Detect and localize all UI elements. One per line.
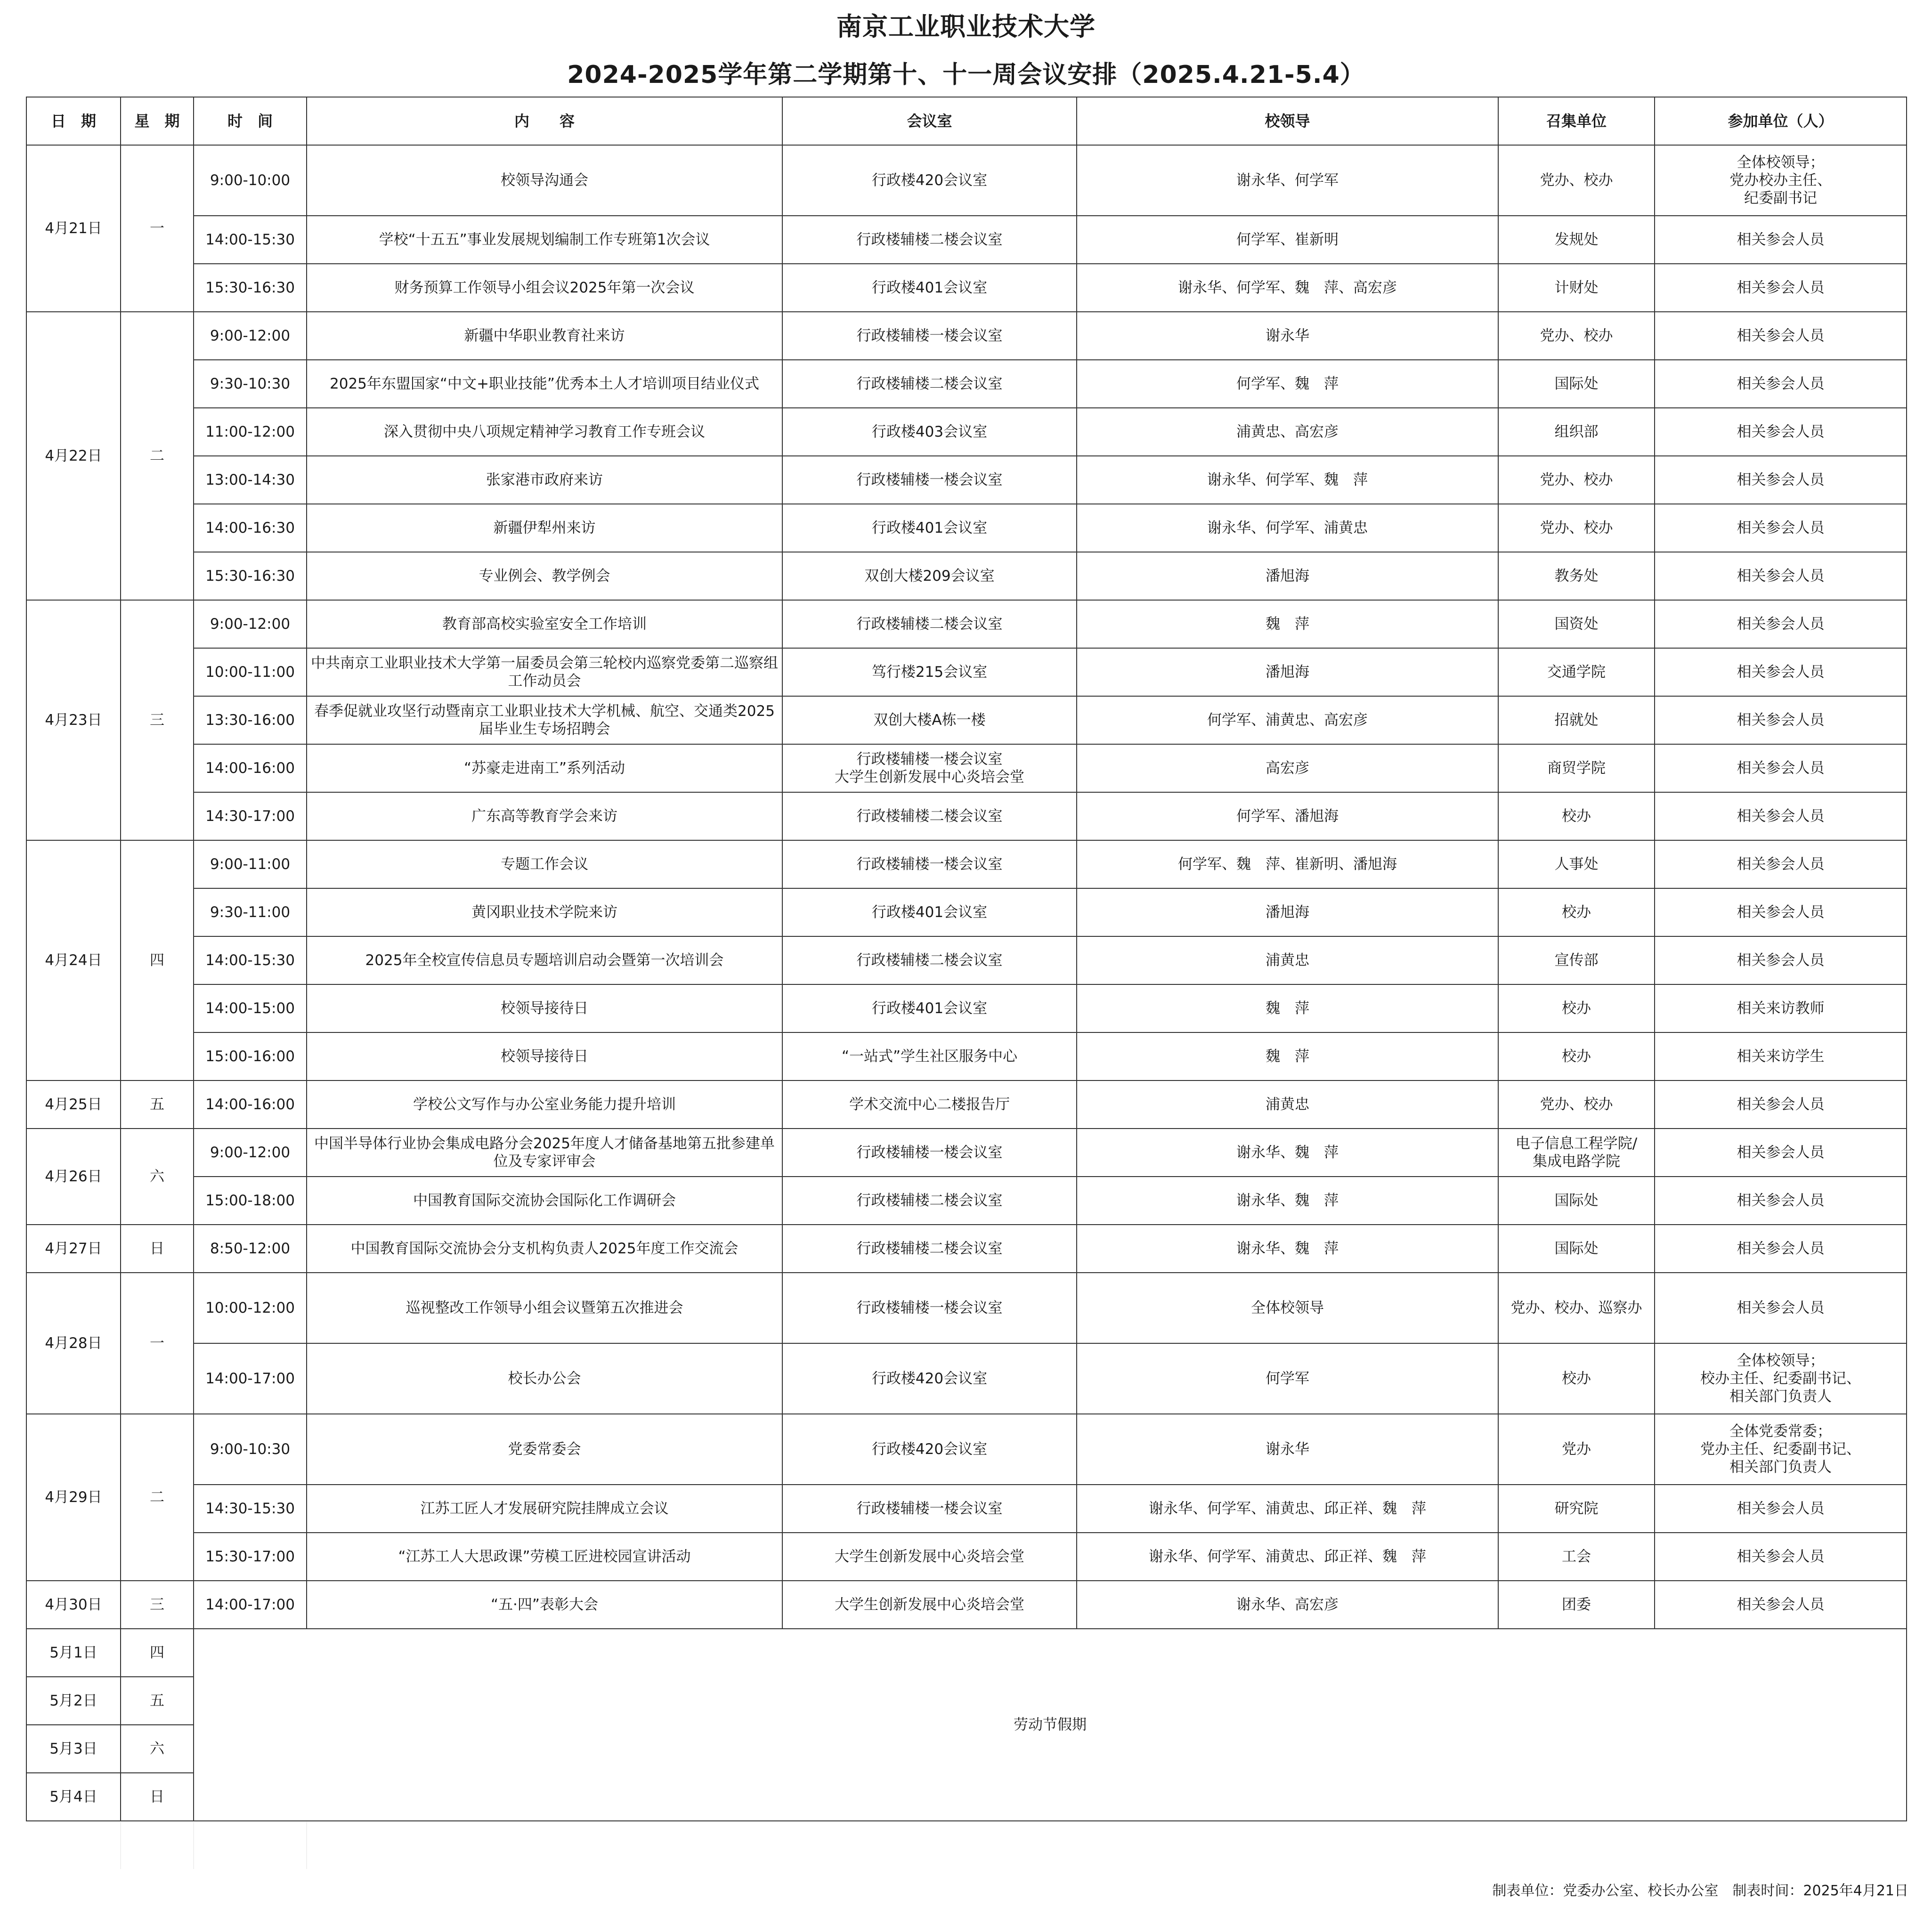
meeting-leaders: 谢永华、高宏彦 — [1077, 1581, 1498, 1629]
meeting-time: 9:30-10:30 — [194, 360, 307, 408]
meeting-content: “五·四”表彰大会 — [307, 1581, 782, 1629]
table-row — [26, 1414, 1907, 1485]
holiday-cell: 劳动节假期 — [194, 1629, 1907, 1821]
col-header-attendees: 参加单位（人） — [1655, 97, 1907, 145]
grid-line — [120, 1822, 121, 1869]
meeting-time: 15:30-16:30 — [194, 264, 307, 312]
meeting-room: 学术交流中心二楼报告厅 — [782, 1080, 1077, 1129]
date-cell: 4月23日 — [26, 600, 121, 840]
meeting-convener: 党办、校办、巡察办 — [1498, 1273, 1655, 1343]
table-row — [26, 744, 1907, 792]
table-row — [26, 312, 1907, 360]
table-row — [26, 1080, 1907, 1129]
meeting-attendees: 相关参会人员 — [1655, 1581, 1907, 1629]
meeting-room: 行政楼辅楼一楼会议室 — [782, 840, 1077, 888]
meeting-leaders: 浦黄忠 — [1077, 936, 1498, 984]
meeting-time: 14:30-15:30 — [194, 1485, 307, 1533]
meeting-content: 江苏工匠人才发展研究院挂牌成立会议 — [307, 1485, 782, 1533]
date-cell: 4月24日 — [26, 840, 121, 1080]
meeting-leaders: 谢永华、魏 萍 — [1077, 1177, 1498, 1225]
meeting-convener: 宣传部 — [1498, 936, 1655, 984]
meeting-content: 广东高等教育学会来访 — [307, 792, 782, 840]
meeting-content: “苏豪走进南工”系列活动 — [307, 744, 782, 792]
meeting-room: 行政楼辅楼二楼会议室 — [782, 1225, 1077, 1273]
meeting-attendees: 相关参会人员 — [1655, 504, 1907, 552]
meeting-leaders: 浦黄忠 — [1077, 1080, 1498, 1129]
meeting-content: 党委常委会 — [307, 1414, 782, 1485]
date-cell: 4月27日 — [26, 1225, 121, 1273]
meeting-time: 10:00-12:00 — [194, 1273, 307, 1343]
meeting-room: 行政楼辅楼二楼会议室 — [782, 600, 1077, 648]
meeting-time: 15:00-16:00 — [194, 1032, 307, 1080]
meeting-room: 行政楼420会议室 — [782, 1414, 1077, 1485]
col-header-weekday: 星 期 — [121, 97, 194, 145]
meeting-content: 2025年全校宣传信息员专题培训启动会暨第一次培训会 — [307, 936, 782, 984]
table-row — [26, 216, 1907, 264]
date-cell: 4月29日 — [26, 1414, 121, 1581]
meeting-content: 中国半导体行业协会集成电路分会2025年度人才储备基地第五批参建单位及专家评审会 — [307, 1129, 782, 1177]
meeting-attendees: 相关参会人员 — [1655, 888, 1907, 936]
footer-note: 制表单位：党委办公室、校长办公室 制表时间：2025年4月21日 — [1492, 1883, 1908, 1899]
meeting-time: 14:00-17:00 — [194, 1343, 307, 1414]
meeting-content: 校领导接待日 — [307, 984, 782, 1032]
meeting-content: 中共南京工业职业技术大学第一届委员会第三轮校内巡察党委第二巡察组工作动员会 — [307, 648, 782, 696]
meeting-convener: 校办 — [1498, 1343, 1655, 1414]
meeting-leaders: 何学军、潘旭海 — [1077, 792, 1498, 840]
meeting-time: 8:50-12:00 — [194, 1225, 307, 1273]
table-row — [26, 792, 1907, 840]
meeting-content: 中国教育国际交流协会分支机构负责人2025年度工作交流会 — [307, 1225, 782, 1273]
table-row — [26, 1581, 1907, 1629]
meeting-convener: 教务处 — [1498, 552, 1655, 600]
meeting-time: 15:00-18:00 — [194, 1177, 307, 1225]
meeting-time: 13:00-14:30 — [194, 456, 307, 504]
meeting-attendees: 相关参会人员 — [1655, 312, 1907, 360]
meeting-leaders: 浦黄忠、高宏彦 — [1077, 408, 1498, 456]
meeting-content: 学校“十五五”事业发展规划编制工作专班第1次会议 — [307, 216, 782, 264]
date-cell: 4月21日 — [26, 145, 121, 312]
date-cell: 4月26日 — [26, 1129, 121, 1225]
meeting-schedule-table — [26, 97, 1907, 1821]
weekday-cell: 五 — [121, 1080, 194, 1129]
meeting-room: 笃行楼215会议室 — [782, 648, 1077, 696]
meeting-attendees: 相关参会人员 — [1655, 456, 1907, 504]
meeting-time: 15:30-16:30 — [194, 552, 307, 600]
meeting-room: 行政楼辅楼一楼会议室 — [782, 456, 1077, 504]
date-cell: 5月2日 — [26, 1677, 121, 1725]
table-row — [26, 936, 1907, 984]
meeting-time: 14:30-17:00 — [194, 792, 307, 840]
meeting-room: 行政楼420会议室 — [782, 1343, 1077, 1414]
meeting-convener: 发规处 — [1498, 216, 1655, 264]
col-header-time: 时 间 — [194, 97, 307, 145]
meeting-room: 行政楼辅楼二楼会议室 — [782, 792, 1077, 840]
meeting-attendees: 全体校领导； 校办主任、纪委副书记、 相关部门负责人 — [1655, 1343, 1907, 1414]
meeting-content: 深入贯彻中央八项规定精神学习教育工作专班会议 — [307, 408, 782, 456]
table-row — [26, 1533, 1907, 1581]
meeting-room: 行政楼辅楼一楼会议室 — [782, 1485, 1077, 1533]
meeting-leaders: 高宏彦 — [1077, 744, 1498, 792]
meeting-content: 黄冈职业技术学院来访 — [307, 888, 782, 936]
meeting-attendees: 相关参会人员 — [1655, 360, 1907, 408]
date-cell: 5月1日 — [26, 1629, 121, 1677]
table-body — [26, 145, 1907, 1821]
table-row — [26, 264, 1907, 312]
meeting-convener: 党办、校办 — [1498, 312, 1655, 360]
meeting-content: 校长办公会 — [307, 1343, 782, 1414]
table-row — [26, 456, 1907, 504]
table-row — [26, 1485, 1907, 1533]
meeting-convener: 国际处 — [1498, 1225, 1655, 1273]
weekday-cell: 二 — [121, 1414, 194, 1581]
table-row — [26, 696, 1907, 744]
meeting-room: 行政楼401会议室 — [782, 264, 1077, 312]
table-row — [26, 1177, 1907, 1225]
meeting-time: 9:00-11:00 — [194, 840, 307, 888]
meeting-convener: 团委 — [1498, 1581, 1655, 1629]
meeting-attendees: 相关来访学生 — [1655, 1032, 1907, 1080]
meeting-time: 9:00-12:00 — [194, 312, 307, 360]
weekday-cell: 六 — [121, 1725, 194, 1773]
meeting-attendees: 相关参会人员 — [1655, 792, 1907, 840]
meeting-content: 春季促就业攻坚行动暨南京工业职业技术大学机械、航空、交通类2025届毕业生专场招聘会 — [307, 696, 782, 744]
meeting-leaders: 何学军、崔新明 — [1077, 216, 1498, 264]
meeting-convener: 交通学院 — [1498, 648, 1655, 696]
meeting-room: 行政楼辅楼一楼会议室 — [782, 1273, 1077, 1343]
meeting-attendees: 相关参会人员 — [1655, 1225, 1907, 1273]
meeting-content: 学校公文写作与办公室业务能力提升培训 — [307, 1080, 782, 1129]
weekday-cell: 四 — [121, 1629, 194, 1677]
meeting-attendees: 相关参会人员 — [1655, 744, 1907, 792]
meeting-leaders: 谢永华、魏 萍 — [1077, 1225, 1498, 1273]
date-cell: 4月22日 — [26, 312, 121, 600]
meeting-leaders: 魏 萍 — [1077, 984, 1498, 1032]
meeting-attendees: 相关参会人员 — [1655, 840, 1907, 888]
date-cell: 5月4日 — [26, 1773, 121, 1821]
meeting-room: 双创大楼A栋一楼 — [782, 696, 1077, 744]
grid-line — [306, 1822, 307, 1869]
meeting-leaders: 潘旭海 — [1077, 552, 1498, 600]
table-row — [26, 888, 1907, 936]
meeting-leaders: 何学军、浦黄忠、高宏彦 — [1077, 696, 1498, 744]
meeting-convener: 校办 — [1498, 888, 1655, 936]
meeting-room: 大学生创新发展中心炎培会堂 — [782, 1533, 1077, 1581]
meeting-convener: 电子信息工程学院/ 集成电路学院 — [1498, 1129, 1655, 1177]
meeting-leaders: 谢永华、何学军、魏 萍、高宏彦 — [1077, 264, 1498, 312]
meeting-convener: 党办、校办 — [1498, 456, 1655, 504]
meeting-content: 中国教育国际交流协会国际化工作调研会 — [307, 1177, 782, 1225]
meeting-content: 巡视整改工作领导小组会议暨第五次推进会 — [307, 1273, 782, 1343]
table-row — [26, 1273, 1907, 1343]
weekday-cell: 日 — [121, 1773, 194, 1821]
meeting-room: 行政楼辅楼一楼会议室 — [782, 1129, 1077, 1177]
page-title: 南京工业职业技术大学 — [836, 12, 1096, 41]
meeting-attendees: 相关参会人员 — [1655, 1273, 1907, 1343]
meeting-convener: 计财处 — [1498, 264, 1655, 312]
meeting-leaders: 谢永华、何学军、浦黄忠、邱正祥、魏 萍 — [1077, 1533, 1498, 1581]
meeting-convener: 国际处 — [1498, 1177, 1655, 1225]
meeting-room: 行政楼401会议室 — [782, 984, 1077, 1032]
grid-line — [193, 1822, 194, 1869]
weekday-cell: 五 — [121, 1677, 194, 1725]
meeting-leaders: 何学军、魏 萍、崔新明、潘旭海 — [1077, 840, 1498, 888]
meeting-leaders: 全体校领导 — [1077, 1273, 1498, 1343]
weekday-cell: 六 — [121, 1129, 194, 1225]
meeting-room: 行政楼辅楼二楼会议室 — [782, 936, 1077, 984]
meeting-attendees: 全体党委常委； 党办主任、纪委副书记、 相关部门负责人 — [1655, 1414, 1907, 1485]
meeting-time: 9:00-10:30 — [194, 1414, 307, 1485]
meeting-convener: 党办、校办 — [1498, 504, 1655, 552]
table-row — [26, 648, 1907, 696]
meeting-leaders: 潘旭海 — [1077, 648, 1498, 696]
table-row — [26, 1343, 1907, 1414]
weekday-cell: 日 — [121, 1225, 194, 1273]
meeting-attendees: 相关参会人员 — [1655, 1485, 1907, 1533]
date-cell: 5月3日 — [26, 1725, 121, 1773]
table-row — [26, 1032, 1907, 1080]
col-header-date: 日 期 — [26, 97, 121, 145]
meeting-attendees: 相关参会人员 — [1655, 1533, 1907, 1581]
meeting-room: 行政楼辅楼一楼会议室 — [782, 312, 1077, 360]
meeting-room: 行政楼辅楼一楼会议室 大学生创新发展中心炎培会堂 — [782, 744, 1077, 792]
meeting-room: 行政楼401会议室 — [782, 504, 1077, 552]
table-row — [26, 984, 1907, 1032]
meeting-room: 大学生创新发展中心炎培会堂 — [782, 1581, 1077, 1629]
col-header-leaders: 校领导 — [1077, 97, 1498, 145]
meeting-room: 行政楼420会议室 — [782, 145, 1077, 216]
meeting-leaders: 谢永华、何学军 — [1077, 145, 1498, 216]
meeting-time: 11:00-12:00 — [194, 408, 307, 456]
meeting-content: 张家港市政府来访 — [307, 456, 782, 504]
meeting-time: 9:00-12:00 — [194, 1129, 307, 1177]
col-header-content: 内 容 — [307, 97, 782, 145]
meeting-content: 专题工作会议 — [307, 840, 782, 888]
meeting-room: 行政楼403会议室 — [782, 408, 1077, 456]
meeting-time: 14:00-16:00 — [194, 1080, 307, 1129]
meeting-content: 2025年东盟国家“中文+职业技能”优秀本土人才培训项目结业仪式 — [307, 360, 782, 408]
weekday-cell: 三 — [121, 600, 194, 840]
meeting-convener: 人事处 — [1498, 840, 1655, 888]
meeting-time: 9:30-11:00 — [194, 888, 307, 936]
weekday-cell: 一 — [121, 145, 194, 312]
table-row — [26, 145, 1907, 216]
meeting-content: 校领导沟通会 — [307, 145, 782, 216]
meeting-attendees: 相关参会人员 — [1655, 552, 1907, 600]
date-cell: 4月28日 — [26, 1273, 121, 1414]
meeting-room: 行政楼辅楼二楼会议室 — [782, 216, 1077, 264]
meeting-attendees: 相关参会人员 — [1655, 1177, 1907, 1225]
meeting-leaders: 何学军 — [1077, 1343, 1498, 1414]
meeting-convener: 国际处 — [1498, 360, 1655, 408]
meeting-room: “一站式”学生社区服务中心 — [782, 1032, 1077, 1080]
meeting-attendees: 相关来访教师 — [1655, 984, 1907, 1032]
meeting-convener: 党办 — [1498, 1414, 1655, 1485]
meeting-attendees: 相关参会人员 — [1655, 264, 1907, 312]
page-subtitle: 2024-2025学年第二学期第十、十一周会议安排（2025.4.21-5.4） — [567, 61, 1365, 89]
meeting-room: 双创大楼209会议室 — [782, 552, 1077, 600]
meeting-convener: 工会 — [1498, 1533, 1655, 1581]
meeting-content: 教育部高校实验室安全工作培训 — [307, 600, 782, 648]
meeting-content: “江苏工人大思政课”劳模工匠进校园宣讲活动 — [307, 1533, 782, 1581]
meeting-content: 专业例会、教学例会 — [307, 552, 782, 600]
meeting-leaders: 魏 萍 — [1077, 600, 1498, 648]
col-header-room: 会议室 — [782, 97, 1077, 145]
meeting-room: 行政楼辅楼二楼会议室 — [782, 360, 1077, 408]
meeting-attendees: 相关参会人员 — [1655, 1080, 1907, 1129]
date-cell: 4月30日 — [26, 1581, 121, 1629]
meeting-convener: 国资处 — [1498, 600, 1655, 648]
meeting-convener: 研究院 — [1498, 1485, 1655, 1533]
meeting-leaders: 谢永华、何学军、浦黄忠 — [1077, 504, 1498, 552]
table-row — [26, 600, 1907, 648]
meeting-attendees: 相关参会人员 — [1655, 408, 1907, 456]
weekday-cell: 四 — [121, 840, 194, 1080]
table-row — [26, 1629, 1907, 1677]
meeting-room: 行政楼辅楼二楼会议室 — [782, 1177, 1077, 1225]
meeting-content: 新疆伊犁州来访 — [307, 504, 782, 552]
meeting-content: 新疆中华职业教育社来访 — [307, 312, 782, 360]
meeting-convener: 招就处 — [1498, 696, 1655, 744]
meeting-leaders: 谢永华、魏 萍 — [1077, 1129, 1498, 1177]
meeting-room: 行政楼401会议室 — [782, 888, 1077, 936]
meeting-attendees: 相关参会人员 — [1655, 936, 1907, 984]
meeting-leaders: 谢永华、何学军、浦黄忠、邱正祥、魏 萍 — [1077, 1485, 1498, 1533]
meeting-convener: 党办、校办 — [1498, 145, 1655, 216]
meeting-content: 财务预算工作领导小组会议2025年第一次会议 — [307, 264, 782, 312]
meeting-leaders: 谢永华、何学军、魏 萍 — [1077, 456, 1498, 504]
meeting-leaders: 潘旭海 — [1077, 888, 1498, 936]
table-row — [26, 504, 1907, 552]
meeting-attendees: 相关参会人员 — [1655, 216, 1907, 264]
meeting-time: 15:30-17:00 — [194, 1533, 307, 1581]
meeting-attendees: 相关参会人员 — [1655, 696, 1907, 744]
table-row — [26, 552, 1907, 600]
meeting-time: 14:00-15:30 — [194, 936, 307, 984]
meeting-convener: 党办、校办 — [1498, 1080, 1655, 1129]
meeting-leaders: 魏 萍 — [1077, 1032, 1498, 1080]
meeting-leaders: 谢永华 — [1077, 312, 1498, 360]
table-row — [26, 1129, 1907, 1177]
meeting-content: 校领导接待日 — [307, 1032, 782, 1080]
table-row — [26, 1225, 1907, 1273]
meeting-convener: 商贸学院 — [1498, 744, 1655, 792]
meeting-attendees: 全体校领导； 党办校办主任、 纪委副书记 — [1655, 145, 1907, 216]
meeting-leaders: 谢永华 — [1077, 1414, 1498, 1485]
meeting-convener: 组织部 — [1498, 408, 1655, 456]
meeting-attendees: 相关参会人员 — [1655, 648, 1907, 696]
table-row — [26, 408, 1907, 456]
meeting-time: 9:00-10:00 — [194, 145, 307, 216]
meeting-time: 14:00-15:30 — [194, 216, 307, 264]
meeting-time: 9:00-12:00 — [194, 600, 307, 648]
weekday-cell: 三 — [121, 1581, 194, 1629]
table-header-row — [26, 97, 1907, 145]
date-cell: 4月25日 — [26, 1080, 121, 1129]
table-row — [26, 360, 1907, 408]
weekday-cell: 二 — [121, 312, 194, 600]
meeting-attendees: 相关参会人员 — [1655, 1129, 1907, 1177]
meeting-convener: 校办 — [1498, 1032, 1655, 1080]
meeting-convener: 校办 — [1498, 792, 1655, 840]
weekday-cell: 一 — [121, 1273, 194, 1414]
meeting-leaders: 何学军、魏 萍 — [1077, 360, 1498, 408]
meeting-attendees: 相关参会人员 — [1655, 600, 1907, 648]
meeting-time: 14:00-17:00 — [194, 1581, 307, 1629]
meeting-convener: 校办 — [1498, 984, 1655, 1032]
meeting-time: 14:00-16:30 — [194, 504, 307, 552]
col-header-convener: 召集单位 — [1498, 97, 1655, 145]
meeting-time: 10:00-11:00 — [194, 648, 307, 696]
meeting-time: 14:00-15:00 — [194, 984, 307, 1032]
meeting-time: 14:00-16:00 — [194, 744, 307, 792]
meeting-time: 13:30-16:00 — [194, 696, 307, 744]
table-row — [26, 840, 1907, 888]
